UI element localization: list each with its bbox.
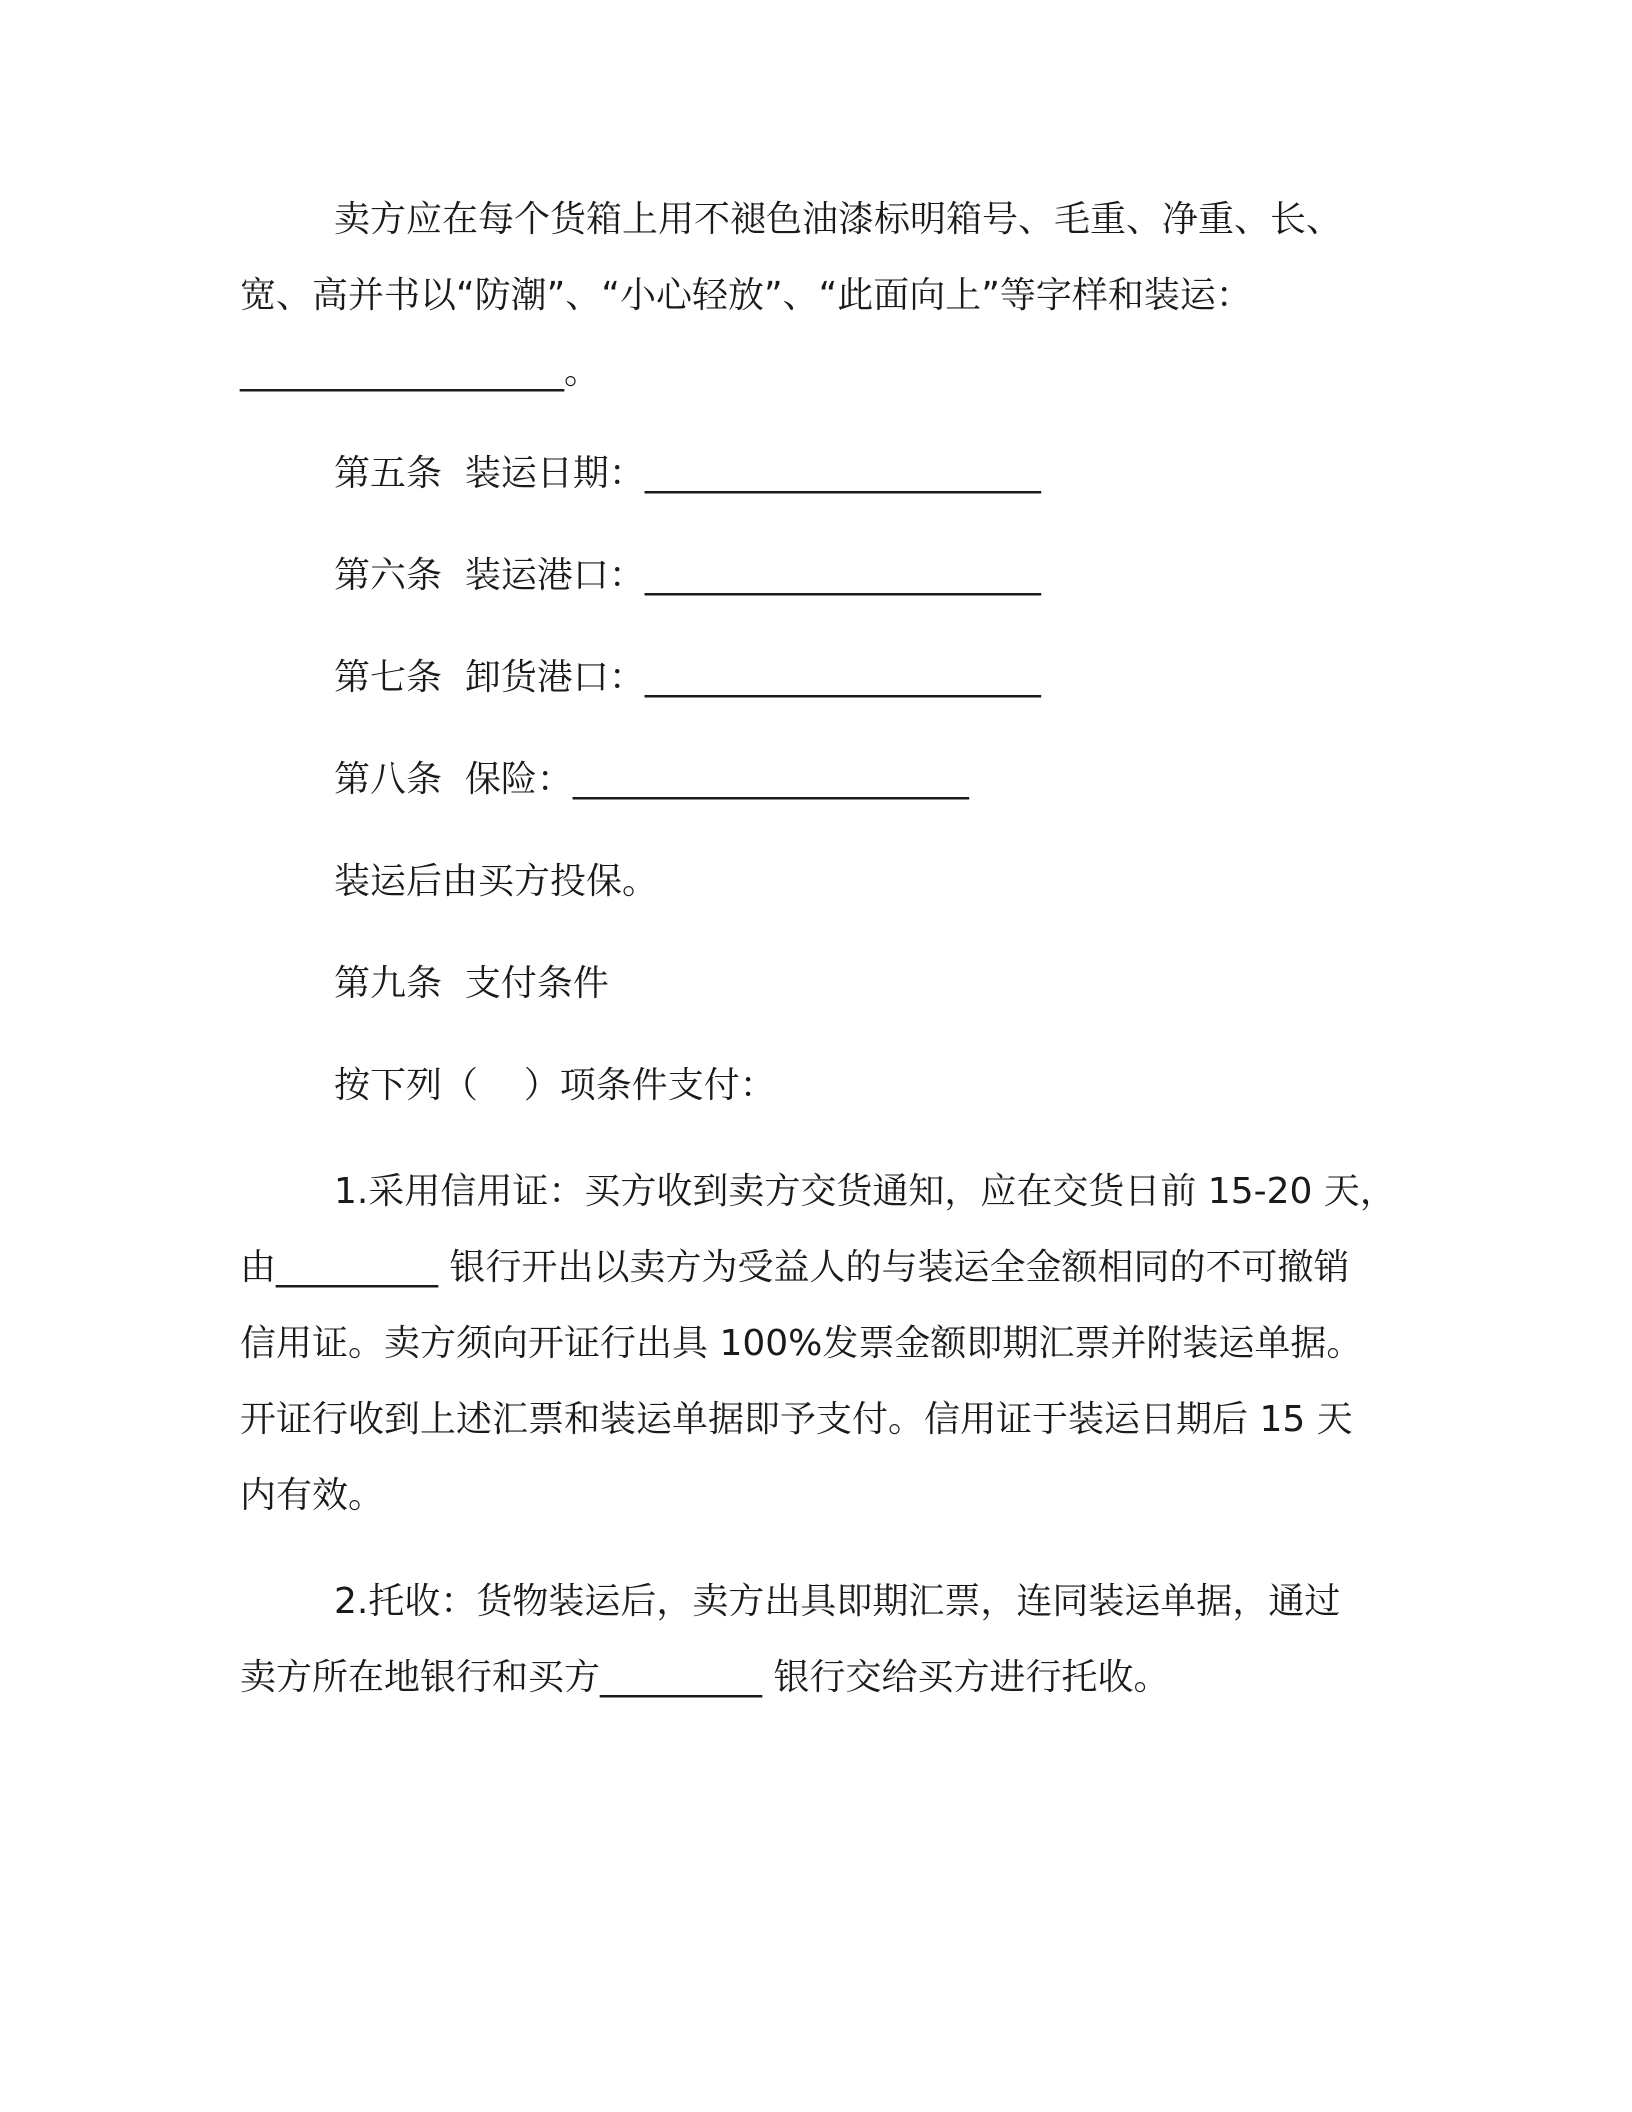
paragraph-marking-line-3: __________________。	[240, 351, 600, 392]
payment-option-1-line-1: 1.采用信用证：买方收到卖方交货通知，应在交货日前 15-20 天，	[334, 1171, 1396, 1212]
article-7-discharge-port: 第七条 卸货港口：______________________	[334, 657, 1041, 698]
payment-option-1-line-5: 内有效。	[240, 1475, 385, 1516]
article-6-loading-port: 第六条 装运港口：______________________	[334, 555, 1041, 596]
insurance-note: 装运后由买方投保。	[334, 861, 659, 902]
article-8-insurance: 第八条 保险：______________________	[334, 759, 969, 800]
payment-option-2-line-2: 卖方所在地银行和买方_________ 银行交给买方进行托收。	[240, 1657, 1170, 1698]
article-5-shipment-date: 第五条 装运日期：______________________	[334, 453, 1041, 494]
payment-selection-line: 按下列（ ）项条件支付：	[334, 1065, 776, 1106]
payment-option-2-line-1: 2.托收：货物装运后，卖方出具即期汇票，连同装运单据，通过	[334, 1581, 1341, 1622]
payment-option-1-line-4: 开证行收到上述汇票和装运单据即予支付。信用证于装运日期后 15 天	[240, 1399, 1353, 1440]
payment-option-1-line-2: 由_________ 银行开出以卖方为受益人的与装运全金额相同的不可撤销	[240, 1247, 1350, 1288]
paragraph-marking-line-2: 宽、高并书以“防潮”、“小心轻放”、“此面向上”等字样和装运：	[240, 275, 1252, 316]
article-9-payment-terms: 第九条 支付条件	[334, 963, 609, 1004]
payment-option-1-line-3: 信用证。卖方须向开证行出具 100%发票金额即期汇票并附装运单据。	[240, 1323, 1363, 1364]
paragraph-marking-line-1: 卖方应在每个货箱上用不褪色油漆标明箱号、毛重、净重、长、	[334, 199, 1343, 240]
